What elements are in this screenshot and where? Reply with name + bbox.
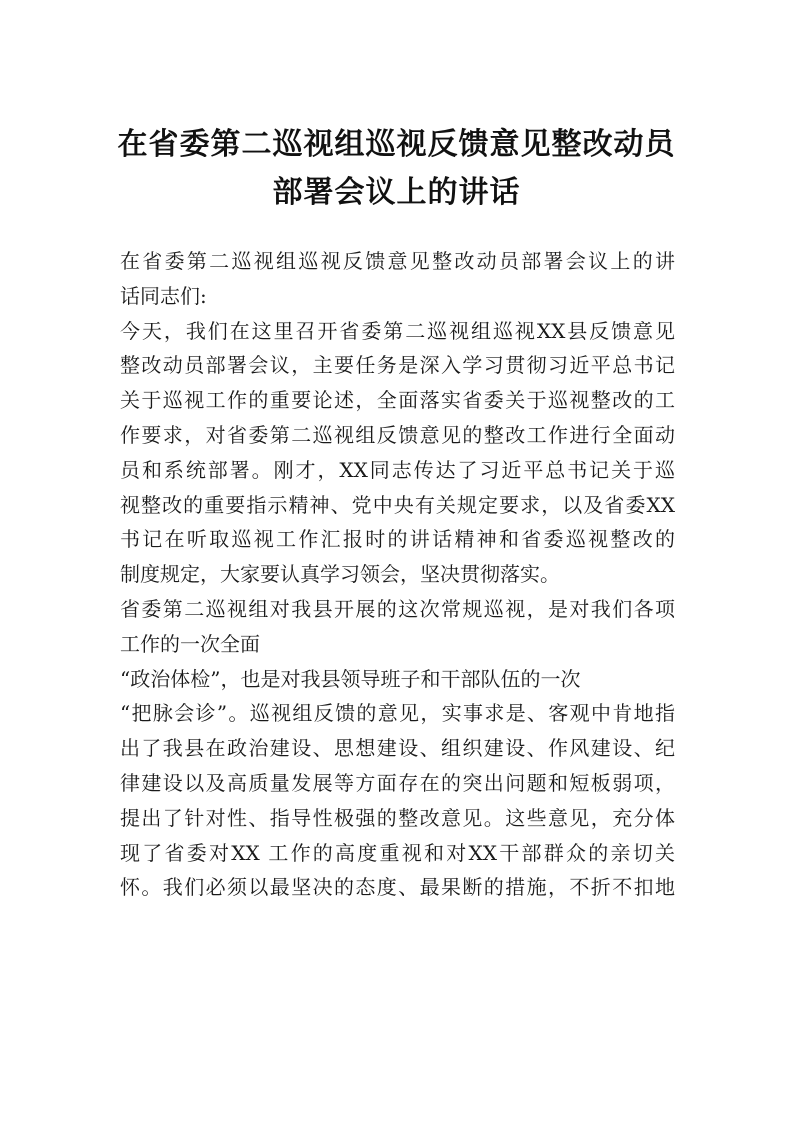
document-body [120,244,675,905]
body-line: 现了省委对XX 工作的高度重视和对XX干部群众的亲切关 [120,840,675,865]
body-line: 省委第二巡视组对我县开展的这次常规巡视，是对我们各项 [120,596,675,621]
body-line: “政治体检”，也是对我县领导班子和干部队伍的一次 [120,666,581,691]
body-line: 制度规定，大家要认真学习领会，坚决贯彻落实。 [120,562,560,587]
body-line: 视整改的重要指示精神、党中央有关规定要求，以及省委XX [120,492,675,517]
body-line: 员和系统部署。刚才，XX同志传达了习近平总书记关于巡 [120,457,675,482]
body-line: 提出了针对性、指导性极强的整改意见。这些意见，充分体 [120,805,675,830]
body-line: 怀。我们必须以最坚决的态度、最果断的措施，不折不扣地 [120,875,675,900]
body-line: 今天，我们在这里召开省委第二巡视组巡视XX县反馈意见 [120,318,675,343]
body-line: 书记在听取巡视工作汇报时的讲话精神和省委巡视整改的 [120,527,675,552]
body-line: 整改动员部署会议，主要任务是深入学习贯彻习近平总书记 [120,353,675,378]
body-line: 工作的一次全面 [120,631,260,656]
document-title-line-2: 部署会议上的讲话 [272,175,521,210]
document-title-line-1: 在省委第二巡视组巡视反馈意见整改动员 [117,127,676,162]
body-line: 在省委第二巡视组巡视反馈意见整改动员部署会议上的讲 [120,249,675,273]
body-line: 话同志们: [120,283,207,308]
body-line: 出了我县在政治建设、思想建设、组织建设、作风建设、纪 [120,736,675,761]
body-line: 律建设以及高质量发展等方面存在的突出问题和短板弱项， [120,770,675,795]
body-line: 关于巡视工作的重要论述，全面落实省委关于巡视整改的工 [120,388,675,413]
body-line: “把脉会诊”。巡视组反馈的意见，实事求是、客观中肯地指 [120,701,675,726]
body-line: 作要求，对省委第二巡视组反馈意见的整改工作进行全面动 [120,422,675,447]
